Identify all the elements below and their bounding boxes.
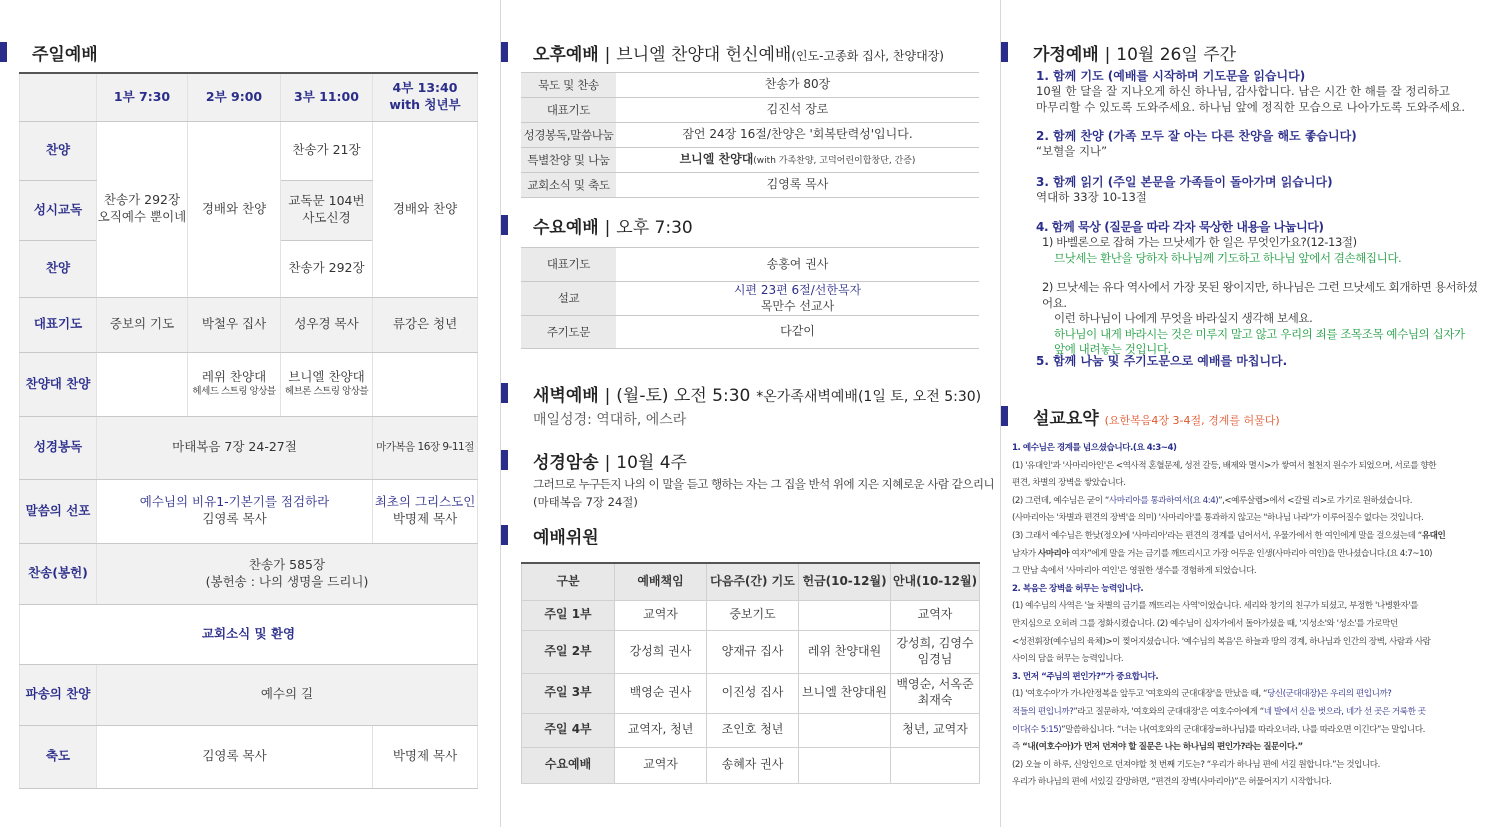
memory-ref: (마태복음 7장 24절) bbox=[533, 495, 638, 509]
table-row bbox=[20, 73, 478, 121]
row-label: 성경봉독 bbox=[20, 416, 97, 479]
table-row: 찬양대 찬양 레위 찬양대 헤세드 스트링 앙상블 브니엘 찬양대 헤브론 스트링 앙상블 bbox=[20, 352, 478, 416]
header-1bu: 1부 7:30 bbox=[97, 73, 188, 121]
weekday-column bbox=[500, 0, 1000, 827]
row-label: 대표기도 bbox=[20, 297, 97, 352]
section-bar bbox=[501, 215, 508, 235]
table-row: 축도 김영록 목사 박명제 목사 bbox=[20, 725, 478, 788]
table-row: 주일 4부 교역자, 청년 조인호 청년 청년, 교역자 bbox=[522, 713, 980, 747]
table-row: 특별찬양 및 나눔 브니엘 찬양대(with 가족찬양, 고덕어린이합창단, 간증) bbox=[521, 148, 979, 173]
row-label: 축도 bbox=[20, 725, 97, 788]
table-row: 묵도 및 찬송 찬송가 80장 bbox=[521, 73, 979, 98]
header-2bu: 2부 9:00 bbox=[188, 73, 281, 121]
table-row: 성경봉독,말씀나눔 잠언 24장 16절/찬양은 '회복탄력성'입니다. bbox=[521, 123, 979, 148]
table-row bbox=[20, 604, 478, 664]
table-row: 주일 1부 교역자 중보기도 교역자 bbox=[522, 600, 980, 630]
cell-3bu-psalm: 교독문 104번 사도신경 bbox=[281, 180, 373, 240]
table-row: 말씀의 선포 예수님의 비유1-기본기를 점검하라 김영록 목사 최초의 그리스도인 박명제 목사 bbox=[20, 479, 478, 543]
row-label: 찬양 bbox=[20, 121, 97, 180]
table-row: 파송의 찬양 예수의 길 bbox=[20, 664, 478, 725]
table-row: 성경봉독 마태복음 7장 24-27절 마가복음 16장 9-11절 bbox=[20, 416, 478, 479]
table-row: 주일 2부 강성희 권사 양재규 집사 레위 찬양대원 강성희, 김영수 임경님 bbox=[522, 630, 980, 673]
memory-verse: 그러므로 누구든지 나의 이 말을 듣고 행하는 자는 그 집을 반석 위에 지은 지혜로운 사람 같으리니 bbox=[533, 477, 995, 491]
dawn-title: 새벽예배 | (월-토) 오전 5:30 *온가족새벽예배(1일 토, 오전 5:30) bbox=[533, 381, 981, 406]
news-row: 교회소식 및 환영 bbox=[20, 604, 478, 664]
sunday-table bbox=[19, 72, 478, 789]
section-bar bbox=[501, 42, 508, 62]
family-column bbox=[1000, 0, 1495, 827]
table-row bbox=[20, 121, 478, 180]
family-step-3: 3. 함께 읽기 (주일 본문을 가족들이 돌아가며 읽습니다) 역대하 33장 10-13절 bbox=[1036, 175, 1333, 205]
memory-title: 성경암송 | 10월 4주 bbox=[533, 448, 687, 473]
table-row: 대표기도 김진석 장로 bbox=[521, 98, 979, 123]
table-row: 주기도문 다같이 bbox=[521, 316, 979, 349]
table-row: 교회소식 및 축도 김영록 목사 bbox=[521, 173, 979, 198]
cell-4bu-praise: 경배와 찬양 bbox=[373, 121, 478, 297]
row-label: 찬양대 찬양 bbox=[20, 352, 97, 416]
family-title: 가정예배 | 10월 26일 주간 bbox=[1033, 40, 1236, 65]
family-step-4: 4. 함께 묵상 (질문을 따라 각자 묵상한 내용을 나눕니다) 1) 바벨론으로 잡혀 가는 므낫세가 한 일은 무엇인가요?(12-13절) 므낫세는 환난을 당하자 하나님께 기도하고 하나님 앞에서 겸손해집니다. 2) 므낫세는 유다 역사에서 가장 못된 왕이지만, 하나님은 그런 므낫세도 회개하면 용서하셨어요. 이런 하나님이 나에게 무엇을 바라실지 생각해 보세요. 하나님이 내게 바라시는 것은 미루지 말고 않고 우리의 죄를 조목조목 예수님의 십자가 앞에 내려놓는 것입니다. bbox=[1036, 220, 1478, 357]
afternoon-table bbox=[521, 72, 979, 198]
row-label: 찬양 bbox=[20, 240, 97, 297]
staff-table bbox=[521, 562, 980, 784]
family-step-2: 2. 함께 찬양 (가족 모두 잘 아는 다른 찬양을 해도 좋습니다) “보혈을 지나” bbox=[1036, 129, 1357, 159]
section-bar bbox=[501, 383, 508, 403]
family-step-1: 1. 함께 기도 (예배를 시작하며 기도문을 읽습니다) 10월 한 달을 잘 지나오게 하신 하나님, 감사합니다. 남은 시간 한 해를 잘 정리하고 마무리할 수 있도록 도와주세요. 하나님 앞에 정직한 모습으로 나아가도록 도와주세요. bbox=[1036, 69, 1466, 114]
cell-1bu-praise: 찬송가 292장 오직예수 뿐이네 bbox=[97, 121, 188, 297]
sermon-summary-title: 설교요약 (요한복음4장 3-4절, 경계를 허물다) bbox=[1033, 404, 1280, 429]
wednesday-title: 수요예배 | 오후 7:30 bbox=[533, 213, 693, 238]
section-bar bbox=[1001, 406, 1008, 426]
cell-2bu-praise: 경배와 찬양 bbox=[188, 121, 281, 297]
table-row: 주일 3부 백영순 권사 이진성 집사 브니엘 찬양대원 백영순, 서옥준 최재숙 bbox=[522, 673, 980, 713]
sunday-title: 주일예배 bbox=[32, 40, 98, 65]
table-row: 수요예배 교역자 송혜자 권사 bbox=[522, 747, 980, 783]
section-bar bbox=[1001, 42, 1008, 62]
section-bar bbox=[501, 450, 508, 470]
sermon-summary-body: 1. 예수님은 경계를 넘으셨습니다.(요 4:3~4) (1) '유대인'과 '사마리아인'은 <역사적 혼혈문제, 성전 갈등, 배제와 멸시>가 쌓여서 철천지 원수가 되었으며, 서로를 향한 편견, 차별의 장벽을 쌓았습니다. (2) 그런데, 예수님은 굳이 “사마리아를 통과하여서(요 4:4)”,<예루살렘>에서 <갈릴 리>로 가기로 원하셨습니다. (사마리아는 '차별과 편견의 장벽'을 의미) '사마리아'를 통과하지 않고는 "하나님 나라"가 이루어질수 없다는 것입니다. (3) 그래서 예수님은 한낮(정오)에 '사마리아'라는 편견의 경계를 넘어서서, 우물가에서 한 여인에게 말을 걸으셨는데 “유대인 남자가 사마리아 여자”에게 말을 거는 금기를 깨뜨리시고 가장 어두운 인생(사마리아 여인)을 만나셨습니다.(요 4:7~10) 그 만남 속에서 '사마리아 여인'은 영원한 생수를 경험하게 되었습니다. 2. 복음은 장벽을 허무는 능력입니다. (1) 예수님의 사역은 '늘 차별의 금기를 깨뜨리는 사역'이었습니다. 세리와 창기의 친구가 되셨고, 부정한 '나병환자'를 만지심으로 오히려 그를 정화시켰습니다. (2) 예수님이 십자가에서 돌아가셨을 때, '지성소'와 '성소'를 가로막던 <성전휘장(예수님의 육체)>이 찢어지셨습니다. '예수님의 복음'은 하늘과 땅의 경계, 하나님과 인간의 장벽, 사람과 사람 사이의 담을 허무는 능력입니다. 3. 먼저 “주님의 편인가?”가 중요합니다. (1) '여호수아'가 가나안정복을 앞두고 '여호와의 군대대장'을 만났을 때, “당신(군대대장)은 우리의 편입니까? 적들의 편입니까?”라고 질문하자, '여호와의 군대대장'은 여호수아에게 “네 발에서 신을 벗으라, 네가 선 곳은 거룩한 곳 이다(수 5:15)”말씀하십니다. “너는 나(여호와의 군대대장=하나님)를 따라오너라, 나를 따라오면 이긴다”는 말입니다. 즉 “내(여호수아)가 먼저 던져야 할 질문은 나는 하나님의 편인가?라는 질문이다.” (2) 오늘 이 하루, 신앙인으로 던져야할 첫 번째 기도는? “우리가 하나님 편에 서길 원합니다.”는 것입니다. 우리가 하나님의 편에 서있길 갈망하면, “편견의 장벽(사마리아)”은 허물어지기 시작합니다. bbox=[1012, 443, 1446, 788]
row-label: 말씀의 선포 bbox=[20, 479, 97, 543]
section-bar bbox=[501, 525, 508, 545]
table-row: 대표기도 송홍여 권사 bbox=[521, 248, 979, 282]
afternoon-title: 오후예배 | 브니엘 찬양대 헌신예배(인도-고종화 집사, 찬양대장) bbox=[533, 40, 944, 65]
cell-3bu-praise2: 찬송가 292장 bbox=[281, 240, 373, 297]
header-3bu: 3부 11:00 bbox=[281, 73, 373, 121]
family-step-5: 5. 함께 나눔 및 주기도문으로 예배를 마칩니다. bbox=[1036, 354, 1288, 368]
header-4bu: 4부 13:40 with 청년부 bbox=[373, 73, 478, 121]
sunday-column bbox=[0, 0, 500, 827]
cell-3bu-praise: 찬송가 21장 bbox=[281, 121, 373, 180]
table-row: 찬송(봉헌) 찬송가 585장 (봉헌송 : 나의 생명을 드리니) bbox=[20, 543, 478, 604]
row-label: 찬송(봉헌) bbox=[20, 543, 97, 604]
staff-title: 예배위원 bbox=[533, 523, 599, 548]
table-row: 구분 예배책임 다음주(간) 기도 헌금(10-12월) 안내(10-12월) bbox=[522, 563, 980, 600]
dawn-reading: 매일성경: 역대하, 에스라 bbox=[533, 412, 687, 428]
table-row: 대표기도 중보의 기도 박철우 집사 성우경 목사 류강은 청년 bbox=[20, 297, 478, 352]
row-label: 성시교독 bbox=[20, 180, 97, 240]
table-row: 설교 시편 23편 6절/선한목자 목만수 선교사 bbox=[521, 282, 979, 316]
row-label: 파송의 찬양 bbox=[20, 664, 97, 725]
section-bar bbox=[0, 42, 7, 62]
wednesday-table bbox=[521, 247, 979, 349]
